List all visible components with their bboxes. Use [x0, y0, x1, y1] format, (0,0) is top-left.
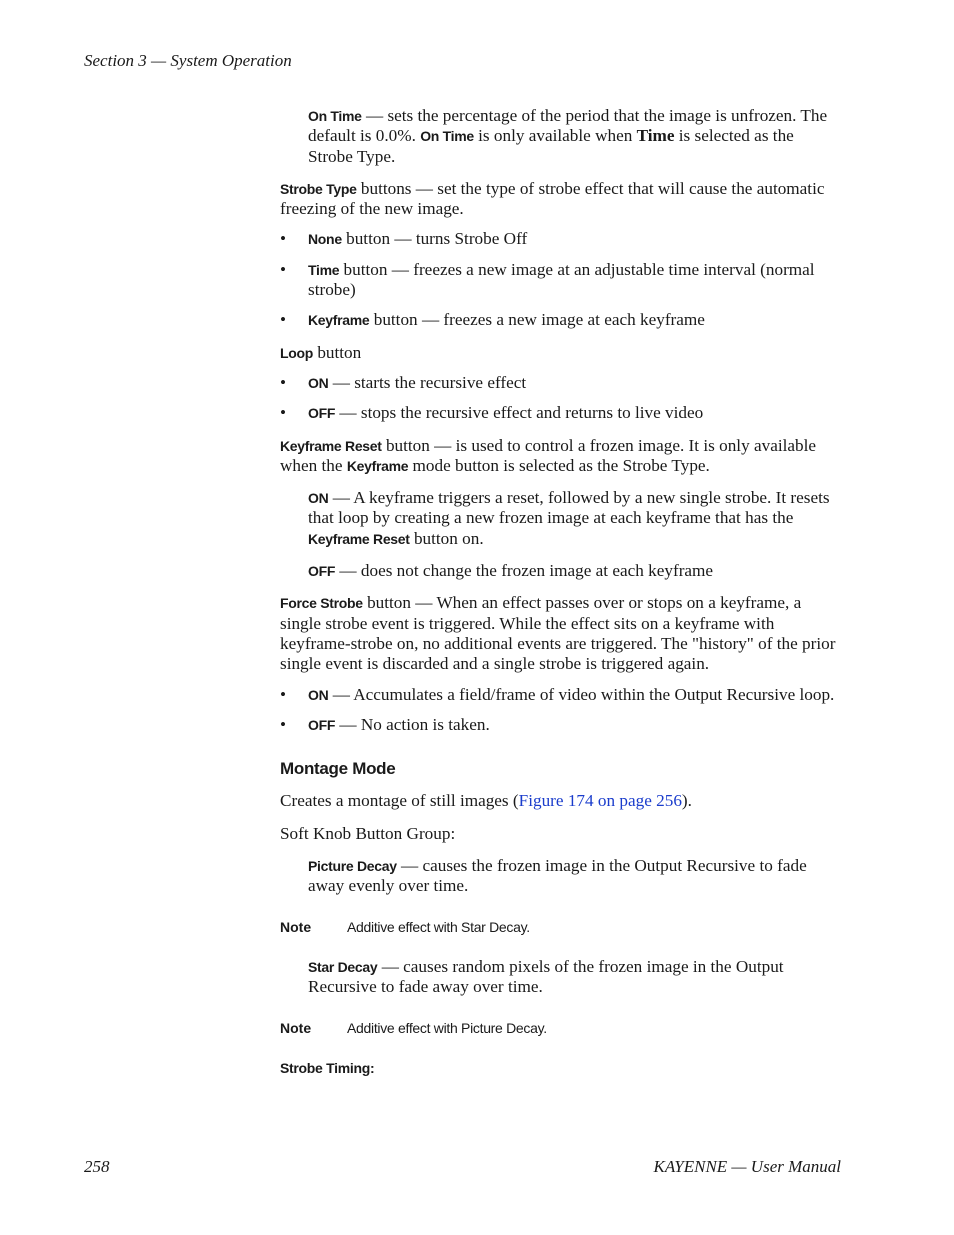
term: Force Strobe: [280, 595, 363, 612]
running-header: Section 3 — System Operation: [84, 51, 292, 70]
force-strobe-paragraph: Force Strobe button — When an effect passes over or stops on a keyframe, a single strobe event is triggered. While the effect sits on a keyframe with keyframe-strobe on, no additional events are triggered. The "history" of the prior single event is discarded and a single strobe is triggered again.: [280, 593, 836, 674]
figure-link[interactable]: Figure 174 on page 256: [518, 791, 682, 811]
keyframe-reset-paragraph: Keyframe Reset button — is used to control a frozen image. It is only available when the Keyframe mode button is selected as the Strobe Type.: [280, 435, 816, 475]
term: Time: [636, 126, 675, 146]
list-item: • Time button — freezes a new image at an adjustable time interval (normal strobe): [280, 260, 840, 301]
note: [280, 917, 840, 937]
star-decay-paragraph: Star Decay — causes random pixels of the frozen image in the Output Recursive to fade away over time.: [308, 956, 784, 997]
running-footer: KAYENNE — User Manual: [653, 1157, 841, 1176]
on-time-paragraph: On Time — sets the percentage of the period that the image is unfrozen. The default is 0.0%. On Time is only available when Time is selected as the Strobe Type.: [308, 106, 828, 166]
strobe-timing-label: Strobe Timing:: [280, 1059, 375, 1076]
strobe-type-paragraph: Strobe Type buttons — set the type of strobe effect that will cause the automatic freezing of the new image.: [280, 178, 825, 219]
term: Keyframe Reset: [280, 437, 382, 454]
loop-list: [280, 373, 840, 424]
section-heading: Montage Mode: [280, 759, 396, 779]
term: On Time: [420, 128, 474, 145]
strobe-type-list: [280, 229, 840, 330]
page-number: 258: [84, 1157, 110, 1176]
force-strobe-list: [280, 685, 840, 736]
note-label: Note: [280, 918, 312, 935]
loop-paragraph: Loop button: [280, 342, 362, 362]
picture-decay-paragraph: Picture Decay — causes the frozen image in the Output Recursive to fade away evenly over time.: [308, 856, 807, 896]
note-label: Note: [280, 1019, 312, 1036]
page-body: [280, 106, 840, 1078]
list-item: • None button — turns Strobe Off: [280, 229, 840, 249]
list-item: • ON — starts the recursive effect: [280, 373, 840, 393]
keyframe-reset-off: OFF — does not change the frozen image at each keyframe: [308, 561, 714, 581]
list-item: • ON — Accumulates a field/frame of video within the Output Recursive loop.: [280, 685, 840, 705]
list-item: • OFF — No action is taken.: [280, 715, 840, 735]
note-text: Additive effect with Picture Decay.: [347, 1019, 547, 1036]
term: Strobe Type: [280, 180, 357, 197]
term: Keyframe: [346, 457, 409, 474]
term: Loop: [280, 344, 314, 361]
note-text: Additive effect with Star Decay.: [347, 918, 530, 935]
note: [280, 1018, 840, 1038]
keyframe-reset-on: ON — A keyframe triggers a reset, followed by a new single strobe. It resets that loop by creating a new frozen image at each keyframe that has the Keyframe Reset button on.: [308, 488, 830, 548]
list-item: • Keyframe button — freezes a new image at each keyframe: [280, 310, 840, 330]
soft-knob-label: Soft Knob Button Group:: [280, 823, 456, 843]
term: On Time: [308, 108, 362, 124]
list-item: • OFF — stops the recursive effect and returns to live video: [280, 403, 840, 423]
montage-intro: Creates a montage of still images (Figure 174 on page 256).: [280, 791, 692, 811]
